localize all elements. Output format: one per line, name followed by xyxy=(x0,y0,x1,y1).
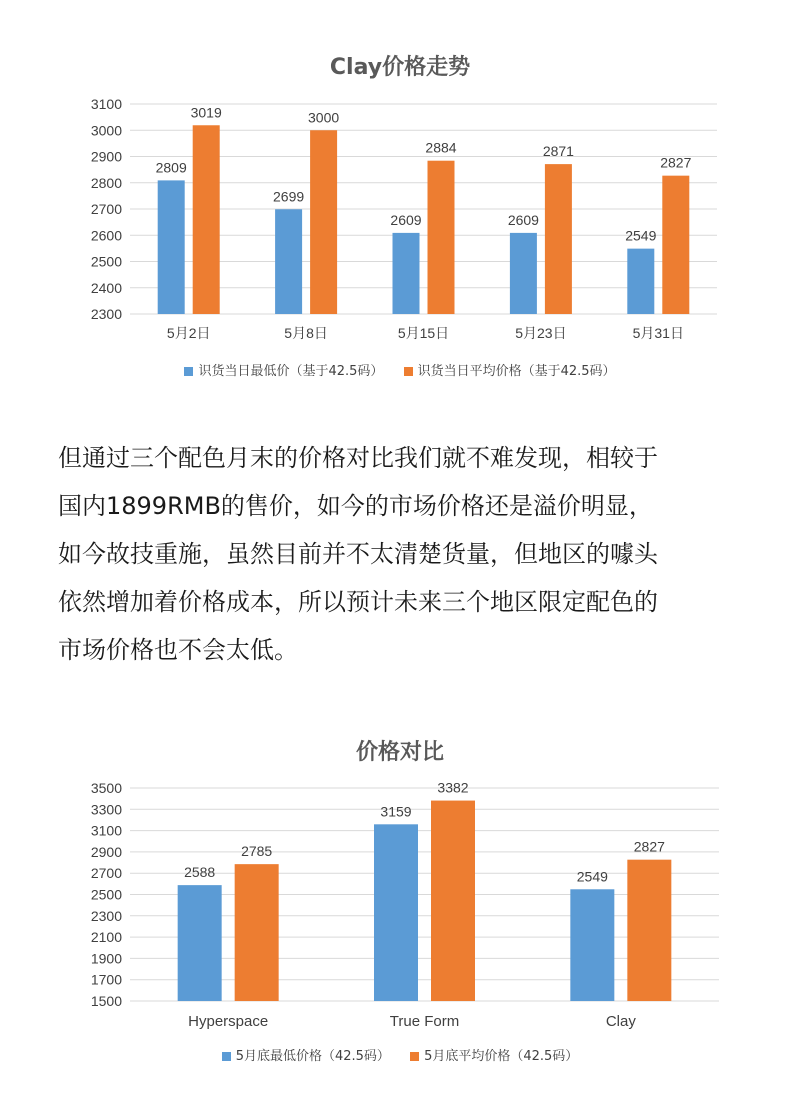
y-tick-label: 2700 xyxy=(90,865,122,882)
data-label: 3000 xyxy=(308,109,340,126)
y-tick-label: 2100 xyxy=(90,929,122,946)
y-tick-label: 3300 xyxy=(90,801,122,818)
chart-plot xyxy=(0,770,800,1075)
x-tick-label: 5月2日 xyxy=(166,325,211,341)
chart-clay-price-trend xyxy=(0,40,800,390)
legend-item xyxy=(222,1045,390,1064)
data-label: 3382 xyxy=(437,779,469,796)
bar xyxy=(158,180,185,314)
y-tick-label: 2400 xyxy=(90,279,122,296)
y-tick-label: 3000 xyxy=(90,122,122,139)
data-label: 2871 xyxy=(542,143,574,160)
chart-price-comparison xyxy=(0,725,800,1075)
x-tick-label: Clay xyxy=(605,1013,636,1030)
paragraph-line: 如今故技重施，虽然目前并不太清楚货量，但地区的噱头 xyxy=(58,540,658,568)
data-label: 2785 xyxy=(241,843,273,860)
data-label: 2609 xyxy=(507,211,539,228)
data-label: 2809 xyxy=(155,159,187,176)
y-tick-label: 2500 xyxy=(90,253,122,270)
bar xyxy=(310,130,337,314)
y-tick-label: 2700 xyxy=(90,201,122,217)
legend-item xyxy=(404,360,616,379)
bar xyxy=(235,864,279,1001)
y-tick-label: 2300 xyxy=(90,306,122,322)
y-tick-label: 2600 xyxy=(90,227,122,244)
legend-label: 5月底最低价格（42.5码） xyxy=(235,1049,390,1064)
x-tick-label: 5月8日 xyxy=(284,325,328,341)
bar xyxy=(662,176,689,314)
data-label: 2549 xyxy=(576,868,608,885)
legend-item xyxy=(184,360,383,379)
bar xyxy=(545,164,572,314)
bar xyxy=(627,249,654,314)
data-label: 3159 xyxy=(380,803,412,820)
data-label: 2884 xyxy=(425,139,457,156)
chart-legend xyxy=(0,360,800,379)
bar xyxy=(627,860,671,1001)
data-label: 2699 xyxy=(273,188,305,205)
legend-item xyxy=(410,1045,578,1064)
bar xyxy=(431,801,475,1001)
bar xyxy=(428,161,455,314)
x-tick-label: Hyperspace xyxy=(188,1013,269,1030)
data-label: 2827 xyxy=(660,154,692,171)
chart-plot xyxy=(0,90,800,390)
bar xyxy=(570,889,614,1001)
bar xyxy=(510,233,537,314)
legend-swatch-icon xyxy=(222,1052,231,1061)
y-tick-label: 3100 xyxy=(90,96,122,112)
data-label: 2588 xyxy=(184,864,216,881)
paragraph-line: 依然增加着价格成本，所以预计未来三个地区限定配色的 xyxy=(58,588,658,616)
y-tick-label: 2500 xyxy=(90,886,122,903)
bar xyxy=(193,125,220,314)
bar xyxy=(393,233,420,314)
y-tick-label: 2800 xyxy=(90,174,122,191)
bar xyxy=(178,885,222,1001)
y-tick-label: 2300 xyxy=(90,907,122,924)
y-tick-label: 2900 xyxy=(90,148,122,165)
chart-title: 价格对比 xyxy=(355,740,444,765)
x-tick-label: 5月15日 xyxy=(397,325,450,341)
paragraph-line: 国内1899RMB的售价，如今的市场价格还是溢价明显， xyxy=(58,492,653,520)
y-tick-label: 1500 xyxy=(90,993,122,1009)
data-label: 2827 xyxy=(633,838,665,855)
bar xyxy=(374,824,418,1001)
x-tick-label: 5月31日 xyxy=(632,325,684,341)
y-tick-label: 2900 xyxy=(90,843,122,860)
body-paragraph xyxy=(58,434,758,674)
legend-label: 5月底平均价格（42.5码） xyxy=(424,1049,579,1064)
chart-title: Clay价格走势 xyxy=(329,55,471,80)
y-tick-label: 1700 xyxy=(90,971,122,988)
data-label: 3019 xyxy=(190,104,222,121)
y-tick-label: 3500 xyxy=(90,780,122,796)
chart-legend xyxy=(0,1045,800,1064)
legend-swatch-icon xyxy=(184,367,193,376)
legend-swatch-icon xyxy=(410,1052,419,1061)
legend-label: 识货当日最低价（基于42.5码） xyxy=(198,364,384,379)
paragraph-line: 但通过三个配色月末的价格对比我们就不难发现，相较于 xyxy=(58,444,658,472)
data-label: 2609 xyxy=(390,211,422,228)
bar xyxy=(275,209,302,314)
paragraph-line: 市场价格也不会太低。 xyxy=(58,636,298,664)
y-tick-label: 3100 xyxy=(90,822,122,839)
x-tick-label: 5月23日 xyxy=(515,325,567,341)
y-tick-label: 1900 xyxy=(90,950,122,967)
legend-label: 识货当日平均价格（基于42.5码） xyxy=(417,364,616,379)
data-label: 2549 xyxy=(625,227,657,244)
x-tick-label: True Form xyxy=(389,1013,460,1030)
legend-swatch-icon xyxy=(404,367,413,376)
